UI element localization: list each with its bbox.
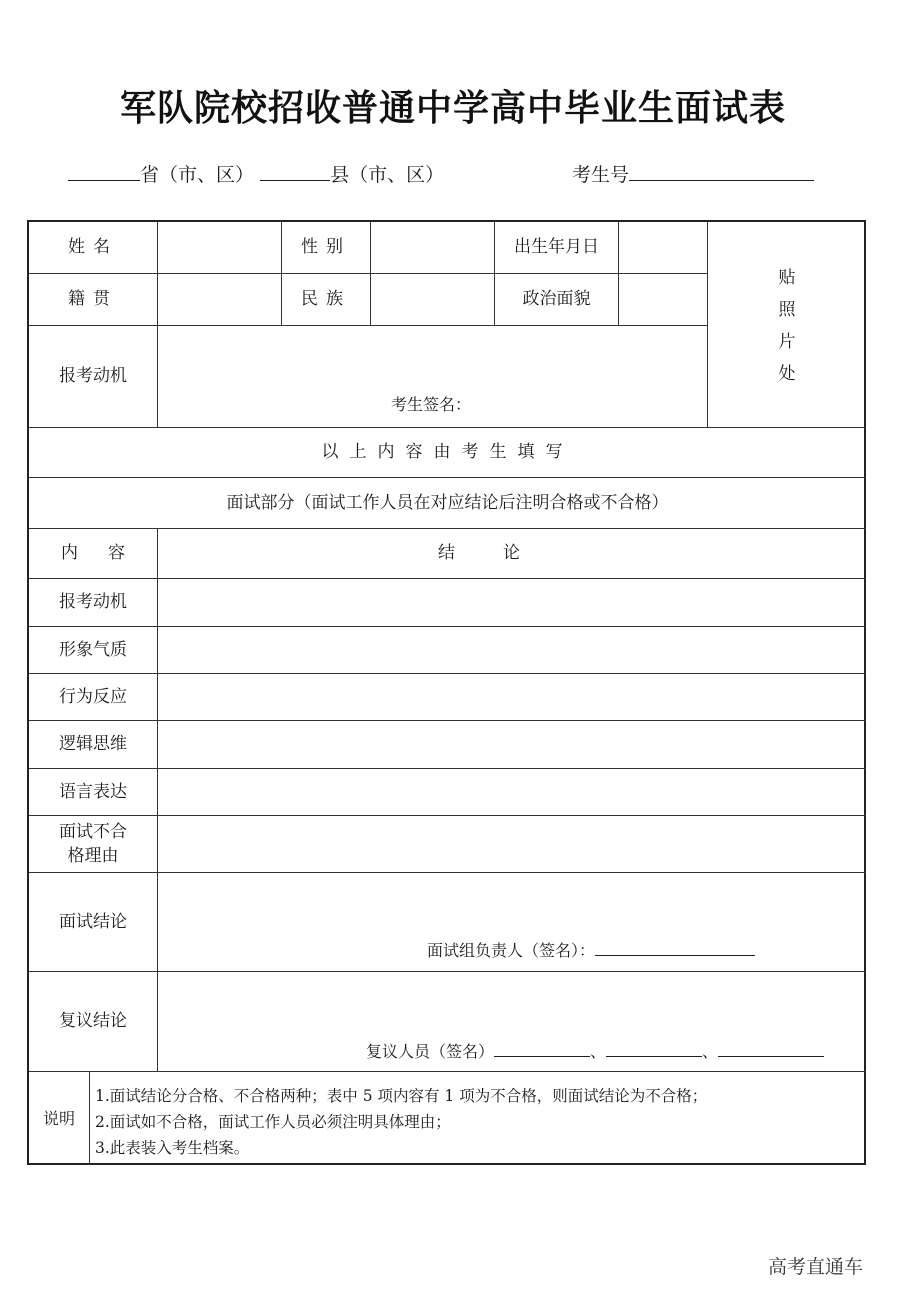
conclusion-column-header: 结论 [438,543,568,564]
criterion-label: 语言表达 [59,781,127,802]
reviewer-signature-field[interactable] [718,1042,824,1057]
criterion-label: 形象气质 [59,639,127,660]
note-item: 1.面试结论分合格、不合格两种；表中 5 项内容有 1 项为不合格，则面试结论为不合格； [95,1087,708,1105]
form-title: 军队院校招收普通中学高中毕业生面试表 [119,88,786,129]
review-result-label: 复议结论 [59,1011,127,1032]
note-item: 2.面试如不合格，面试工作人员必须注明具体理由； [95,1113,451,1131]
signature-separator: 、 [702,1042,719,1061]
header-exam-no [572,160,814,187]
political-status-label: 政治面貌 [522,289,591,310]
reviewer-signature-label: 复议人员（签名） [366,1042,495,1061]
criterion-conclusion-field[interactable] [158,674,866,720]
fail-reason-label [29,816,157,872]
interview-section-heading: 面试部分（面试工作人员在对应结论后注明合格或不合格） [226,492,669,513]
photo-char-3: 片 [778,332,796,352]
county-field[interactable] [260,162,330,181]
name-label: 姓名 [68,237,118,258]
name-field[interactable] [158,222,281,273]
criterion-conclusion-field[interactable] [158,769,866,815]
applicant-signature-label: 考生签名： [391,395,472,414]
fail-reason-line-1: 面试不合 [59,822,127,842]
reviewer-signature-field[interactable] [494,1042,590,1057]
reviewer-signature-field[interactable] [606,1042,702,1057]
gender-label: 性别 [301,237,351,258]
native-place-field[interactable] [158,274,281,325]
filled-by-applicant-note: 以上内容由考生填写 [321,442,574,463]
criterion-label: 行为反应 [59,686,127,707]
fail-reason-field[interactable] [158,816,866,872]
note-item: 3.此表装入考生档案。 [95,1139,250,1157]
photo-area[interactable] [708,222,866,427]
criterion-conclusion-field[interactable] [158,721,866,768]
birth-label: 出生年月日 [514,237,599,258]
photo-char-4: 处 [778,364,796,384]
province-suffix: 省（市、区） [140,164,255,186]
header-location [68,160,444,187]
criterion-conclusion-field[interactable] [158,579,866,626]
photo-char-1: 贴 [778,268,796,288]
signature-separator: 、 [590,1042,607,1061]
interview-form-table [27,220,866,1165]
province-field[interactable] [68,162,140,181]
exam-no-field[interactable] [629,162,814,181]
interview-result-label: 面试结论 [59,911,127,932]
political-status-field[interactable] [619,274,707,325]
ethnicity-label: 民族 [301,289,351,310]
ethnicity-field[interactable] [371,274,494,325]
motivation-label: 报考动机 [59,366,127,387]
native-place-label: 籍贯 [68,289,118,310]
gender-field[interactable] [371,222,494,273]
county-suffix: 县（市、区） [330,164,445,186]
criterion-label: 报考动机 [59,592,127,613]
fail-reason-line-2: 格理由 [67,846,119,866]
interview-leader-signature [427,938,755,961]
birth-field[interactable] [619,222,707,273]
notes-label: 说明 [42,1108,75,1128]
photo-char-2: 照 [778,300,796,320]
interview-leader-signature-field[interactable] [595,941,755,956]
criterion-conclusion-field[interactable] [158,627,866,673]
content-column-header: 内容 [61,543,155,564]
criterion-label: 逻辑思维 [59,734,127,755]
notes-list [95,1083,707,1161]
reviewer-signature [366,1039,824,1062]
exam-no-label: 考生号 [572,164,630,186]
watermark: 高考直通车 [768,1256,864,1278]
interview-leader-signature-label: 面试组负责人（签名）： [427,941,596,960]
